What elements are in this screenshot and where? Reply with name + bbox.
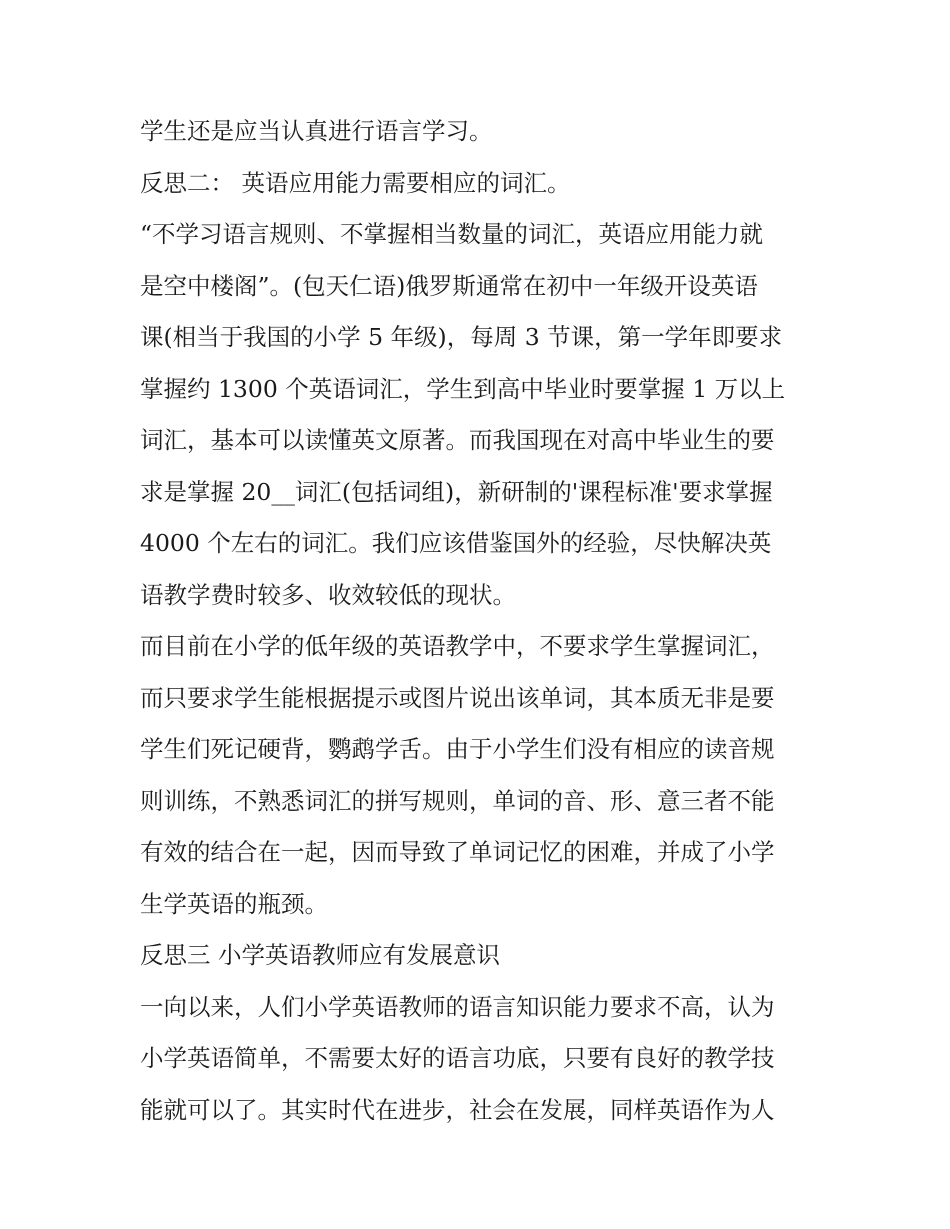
text-line: 求是掌握 20__词汇(包括词组)，新研制的'课程标准'要求掌握 xyxy=(140,477,773,506)
text-line: 有效的结合在一起，因而导致了单词记忆的困难，并成了小学 xyxy=(140,838,775,866)
text-line: 学生们死记硬背，鹦鹉学舌。由于小学生们没有相应的读音规 xyxy=(140,735,775,763)
text-line: 课(相当于我国的小学 5 年级)，每周 3 节课，第一学年即要求 xyxy=(140,323,783,351)
text-line: 小学英语简单，不需要太好的语言功底，只要有良好的教学技 xyxy=(140,1044,775,1072)
text-line: “不学习语言规则、不掌握相当数量的词汇，英语应用能力就 xyxy=(140,220,764,248)
text-line: 则训练，不熟悉词汇的拼写规则，单词的音、形、意三者不能 xyxy=(140,786,775,815)
text-line: 学生还是应当认真进行语言学习。 xyxy=(140,117,493,145)
text-line: 一向以来，人们小学英语教师的语言知识能力要求不高，认为 xyxy=(140,992,775,1021)
text-line: 而只要求学生能根据提示或图片说出该单词，其本质无非是要 xyxy=(140,683,775,712)
text-line: 词汇，基本可以读懂英文原著。而我国现在对高中毕业生的要 xyxy=(140,426,775,454)
text-line: 生学英语的瓶颈。 xyxy=(140,889,328,918)
text-line: 能就可以了。其实时代在进步，社会在发展，同样英语作为人 xyxy=(140,1095,775,1124)
body-text xyxy=(140,106,820,1136)
text-line: 掌握约 1300 个英语词汇，学生到高中毕业时要掌握 1 万以上 xyxy=(140,374,786,403)
section-heading-reflection-two: 反思二： 英语应用能力需要相应的词汇。 xyxy=(140,168,571,197)
text-line: 语教学费时较多、收效较低的现状。 xyxy=(140,580,516,609)
section-heading-reflection-three: 反思三 小学英语教师应有发展意识 xyxy=(140,941,500,969)
text-line: 4000 个左右的词汇。我们应该借鉴国外的经验，尽快解决英 xyxy=(140,529,772,557)
text-line: 是空中楼阁”。(包天仁语)俄罗斯通常在初中一年级开设英语 xyxy=(140,271,758,300)
text-line: 而目前在小学的低年级的英语教学中，不要求学生掌握词汇， xyxy=(140,632,775,660)
